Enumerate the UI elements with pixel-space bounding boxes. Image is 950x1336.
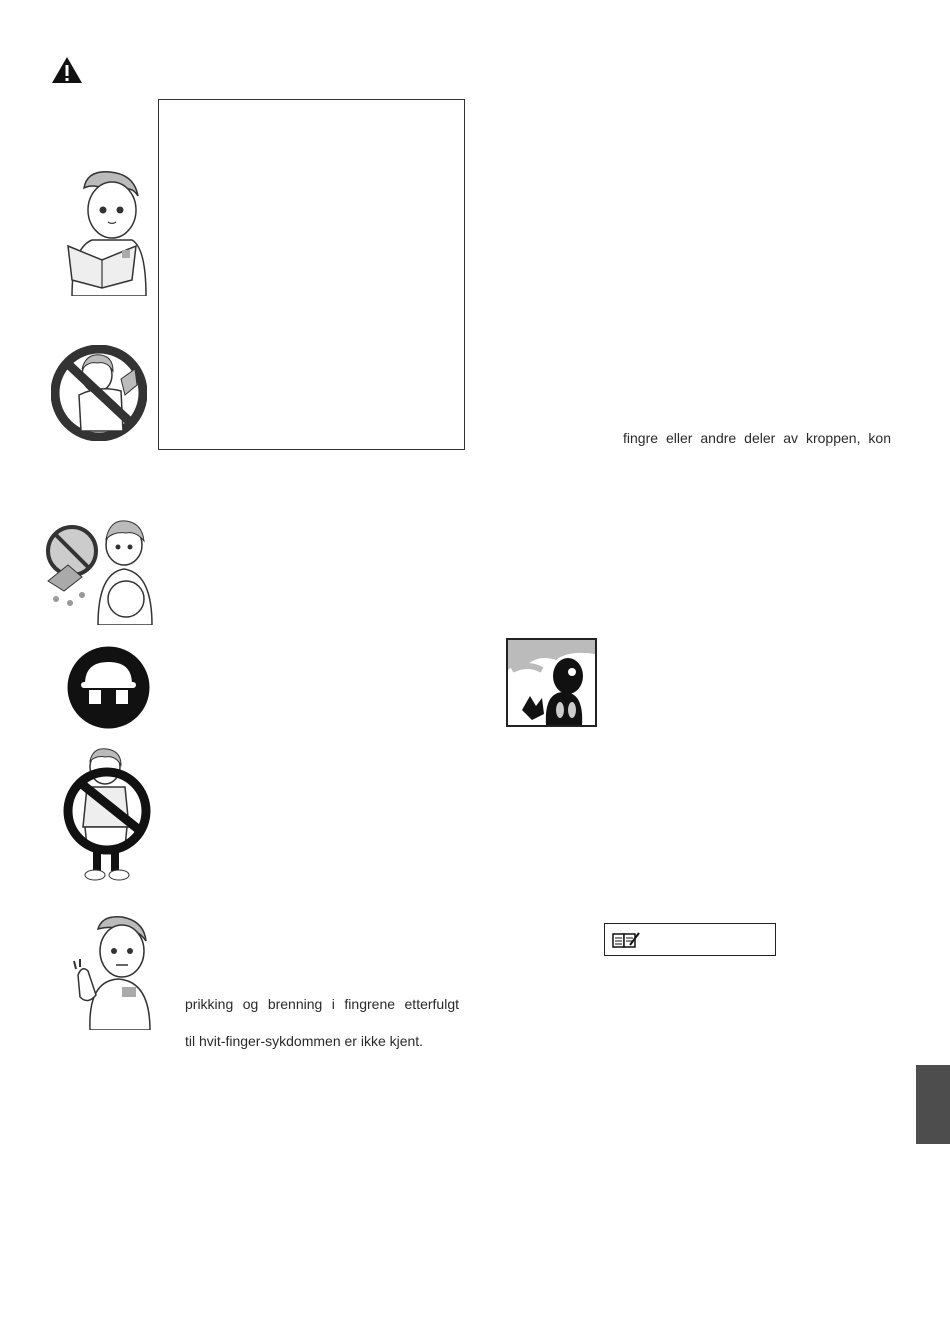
finger-pain-icon (68, 915, 152, 1030)
warning-triangle-icon (51, 56, 83, 84)
warning-box-frame (158, 99, 465, 450)
wear-helmet-icon (67, 646, 150, 729)
person-reading-manual-icon (62, 168, 147, 296)
no-shorts-icon (63, 747, 153, 883)
left-column-text-line-2: til hvit-finger-sykdommen er ikke kjent. (185, 1033, 424, 1049)
left-column-text-line-1: prikking og brenning i fingrene etterfulgt (185, 996, 459, 1012)
note-book-icon (612, 931, 640, 949)
no-children-icon (51, 345, 147, 441)
note-box (604, 923, 776, 956)
no-flying-debris-icon (42, 517, 155, 625)
inhalation-hazard-icon (506, 638, 597, 727)
section-tab (916, 1065, 950, 1144)
right-column-text-line: fingre eller andre deler av kroppen, kon (623, 430, 891, 446)
